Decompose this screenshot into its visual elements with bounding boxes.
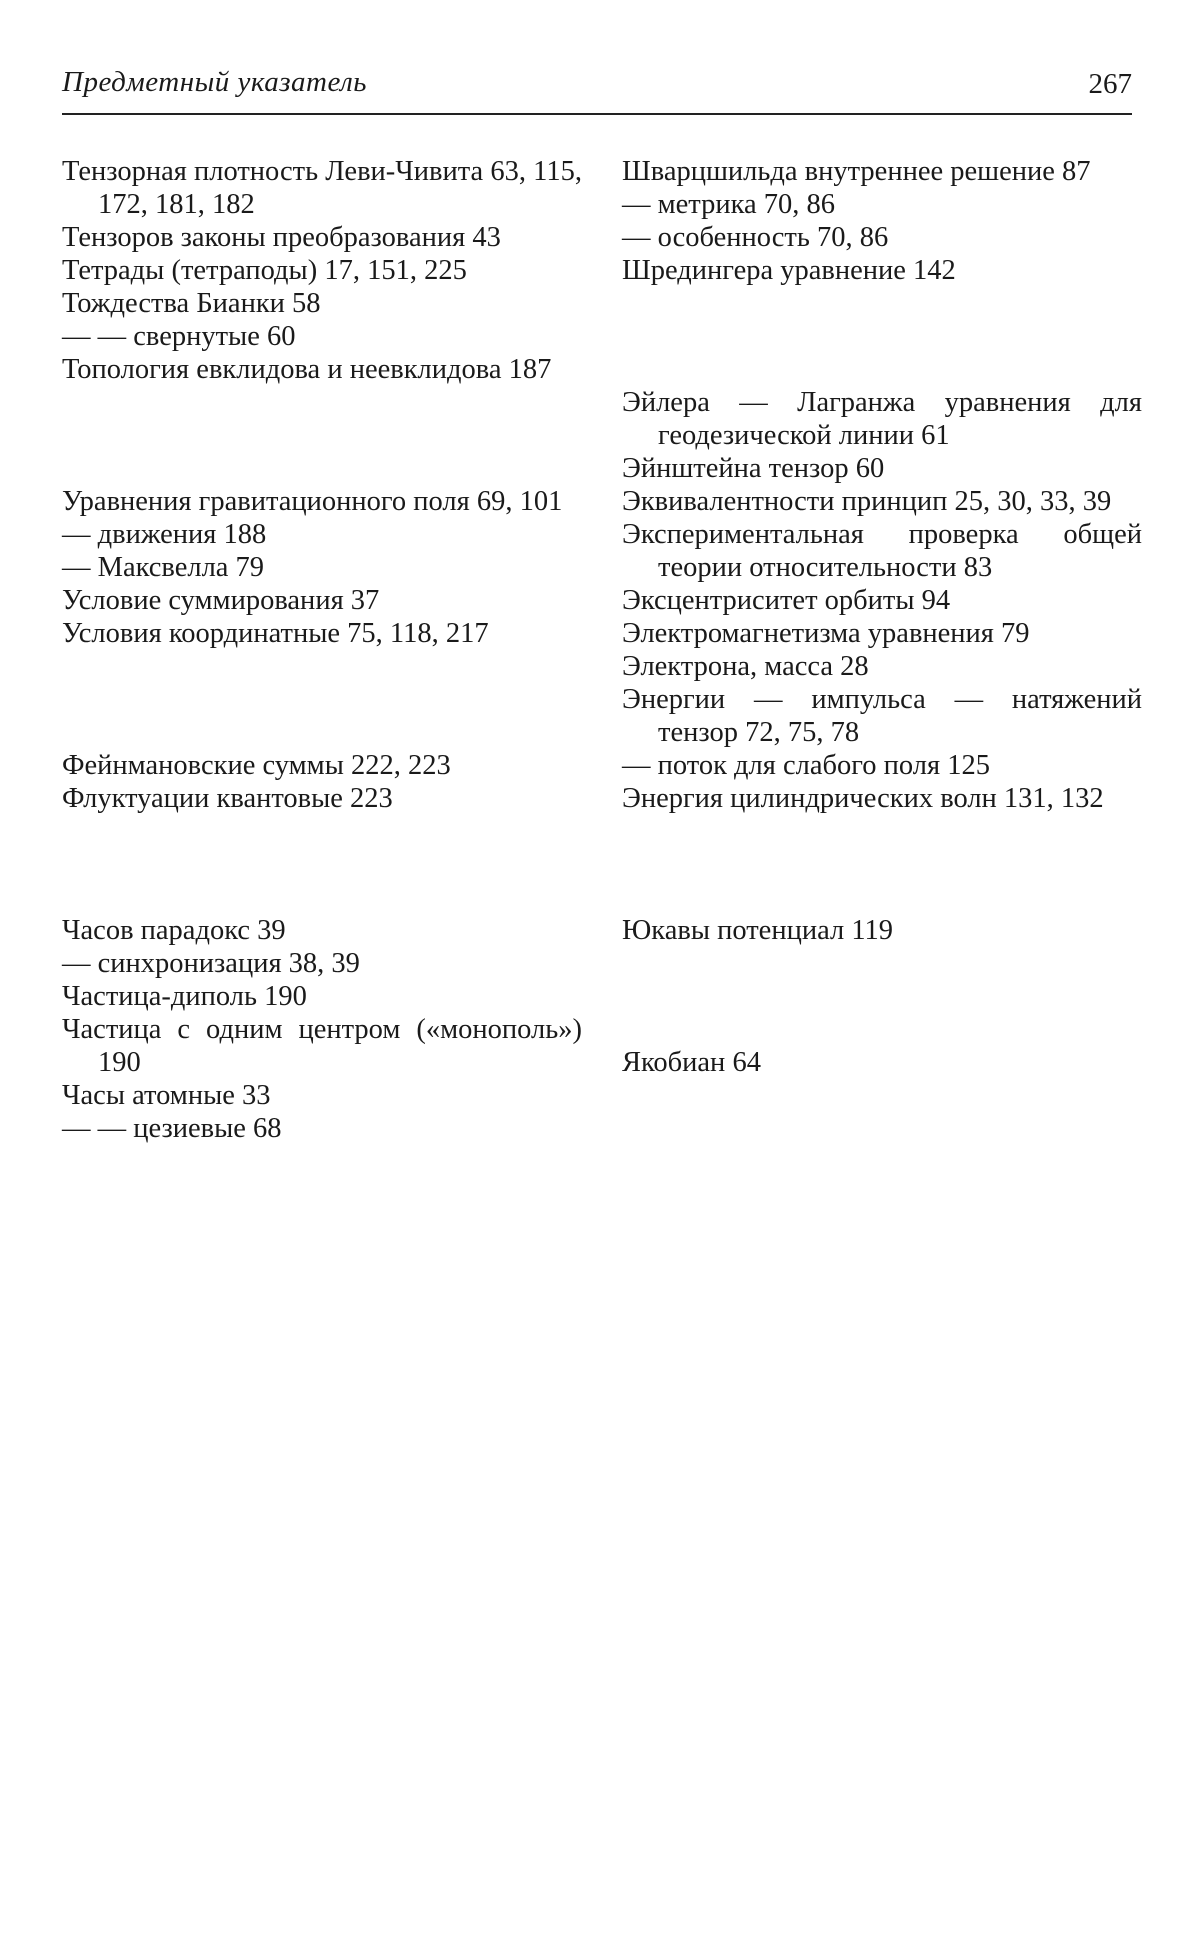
index-entry: Флуктуации квантовые 223 xyxy=(62,783,393,814)
index-entry: Уравнения гравитационного поля 69, 101 xyxy=(62,486,563,517)
index-entry: — движения 188 xyxy=(62,519,267,550)
page-number: 267 xyxy=(1088,68,1132,100)
index-entry: Тензоров законы преобразования 43 xyxy=(62,222,501,253)
index-entry: Условие суммирования 37 xyxy=(62,585,380,616)
index-entry: — — свернутые 60 xyxy=(62,321,296,352)
letter-group-gap xyxy=(622,947,1142,1046)
index-entry: Якобиан 64 xyxy=(622,1047,761,1078)
index-entry: — особенность 70, 86 xyxy=(622,222,889,253)
index-entry: Шварцшильда внутреннее решение 87 xyxy=(622,156,1091,187)
index-entry: Часов парадокс 39 xyxy=(62,915,286,946)
index-entry: Юкавы потенциал 119 xyxy=(622,915,894,946)
running-title: Предметный указатель xyxy=(62,66,367,98)
letter-group-gap xyxy=(62,386,582,485)
index-entry: Часы атомные 33 xyxy=(62,1080,271,1111)
index-entry: — поток для слабого поля 125 xyxy=(622,750,990,781)
header-rule xyxy=(62,113,1132,115)
letter-group-gap xyxy=(622,287,1142,386)
index-entry: Энергии — импульса — натяжений тензор 72, 75, 78 xyxy=(622,684,1142,748)
letter-group-gap xyxy=(62,815,582,914)
index-entry: Частица с одним центром («монополь») 190 xyxy=(62,1014,582,1078)
letter-group-gap xyxy=(622,815,1142,914)
index-column-right xyxy=(622,155,1142,1079)
index-entry: Эйнштейна тензор 60 xyxy=(622,453,885,484)
index-entry: — — цезиевые 68 xyxy=(62,1113,282,1144)
index-entry: Эксцентриситет орбиты 94 xyxy=(622,585,951,616)
index-entry: Экспериментальная проверка общей теории относительности 83 xyxy=(622,519,1142,583)
index-entry: Тождества Бианки 58 xyxy=(62,288,321,319)
index-entry: Условия координатные 75, 118, 217 xyxy=(62,618,489,649)
index-entry: Топология евклидова и неевклидова 187 xyxy=(62,354,552,385)
index-entry: — синхронизация 38, 39 xyxy=(62,948,360,979)
letter-group-gap xyxy=(62,650,582,749)
page-header xyxy=(62,60,1132,120)
index-entry: Частица-диполь 190 xyxy=(62,981,307,1012)
index-entry: Тетрады (тетраподы) 17, 151, 225 xyxy=(62,255,467,286)
index-entry: Энергия цилиндрических волн 131, 132 xyxy=(622,783,1104,814)
index-column-left xyxy=(62,155,582,1145)
index-entry: Шредингера уравнение 142 xyxy=(622,255,956,286)
index-entry: Эйлера — Лагранжа уравнения для геодезической линии 61 xyxy=(622,387,1142,451)
index-entry: Электромагнетизма уравнения 79 xyxy=(622,618,1030,649)
index-entry: — метрика 70, 86 xyxy=(622,189,836,220)
index-entry: Фейнмановские суммы 222, 223 xyxy=(62,750,451,781)
index-entry: Тензорная плотность Леви-Чивита 63, 115, 172, 181, 182 xyxy=(62,156,582,220)
index-entry: — Максвелла 79 xyxy=(62,552,265,583)
index-entry: Эквивалентности принцип 25, 30, 33, 39 xyxy=(622,486,1112,517)
index-entry: Электрона, масса 28 xyxy=(622,651,869,682)
